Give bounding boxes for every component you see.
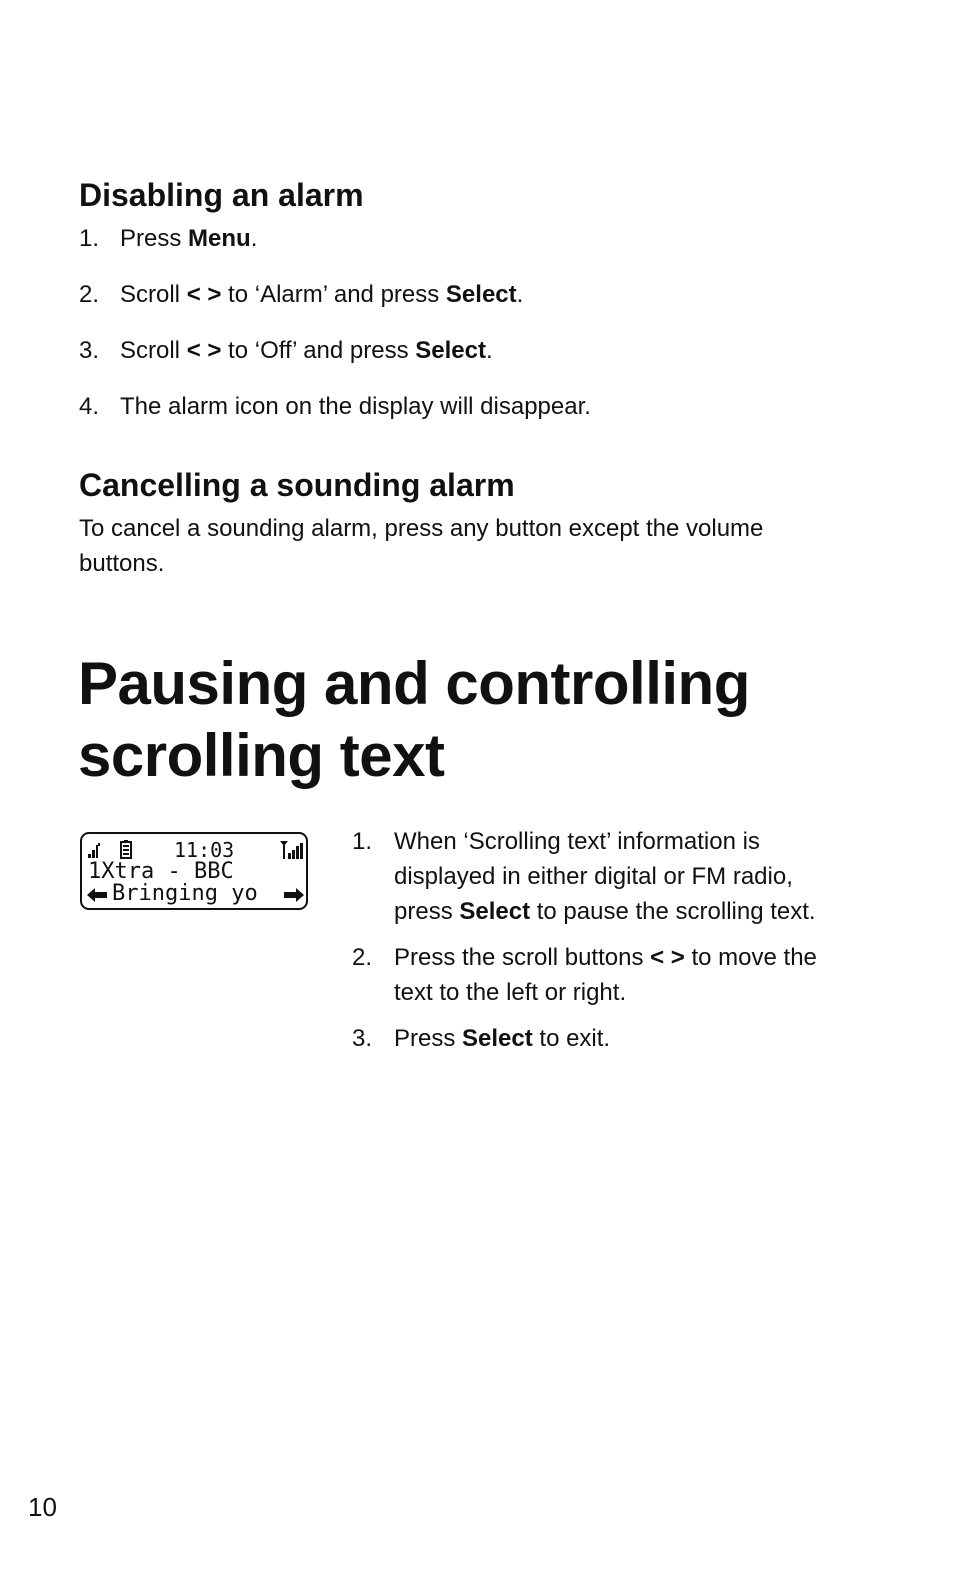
list-item: 3. Scroll < > to ‘Off’ and press Select. [79, 337, 493, 364]
heading-cancelling-alarm: Cancelling a sounding alarm [79, 467, 515, 503]
cancel-alarm-body: To cancel a sounding alarm, press any button except the volume buttons. [79, 515, 764, 577]
left-arrow-icon [87, 888, 107, 902]
antenna-signal-icon [280, 841, 304, 859]
lcd-station-name: 1Xtra - BBC [88, 859, 234, 884]
signal-strength-icon [88, 842, 102, 858]
lcd-display [80, 832, 308, 910]
list-item: 3. Press Select to exit. [352, 1025, 611, 1052]
battery-icon [120, 840, 132, 859]
heading-disabling-alarm: Disabling an alarm [79, 177, 364, 213]
disable-alarm-steps [79, 221, 879, 445]
lcd-scrolling-text: Bringing yo [112, 881, 258, 906]
scroll-text-steps [352, 824, 852, 1067]
list-item: 1. When ‘Scrolling text’ information is displayed in either digital or FM radio, press Select to pause the scrolling text. [352, 828, 816, 925]
lcd-time: 11:03 [174, 838, 235, 862]
right-arrow-icon [284, 888, 304, 902]
list-item: 4. The alarm icon on the display will disappear. [79, 393, 591, 420]
list-item: 2. Scroll < > to ‘Alarm’ and press Select. [79, 281, 524, 308]
page-title: Pausing and controlling scrolling text [78, 650, 750, 789]
page-number: 10 [28, 1492, 57, 1522]
list-item: 1. Press Menu. [79, 225, 258, 252]
list-item: 2. Press the scroll buttons < > to move the text to the left or right. [352, 944, 817, 1006]
